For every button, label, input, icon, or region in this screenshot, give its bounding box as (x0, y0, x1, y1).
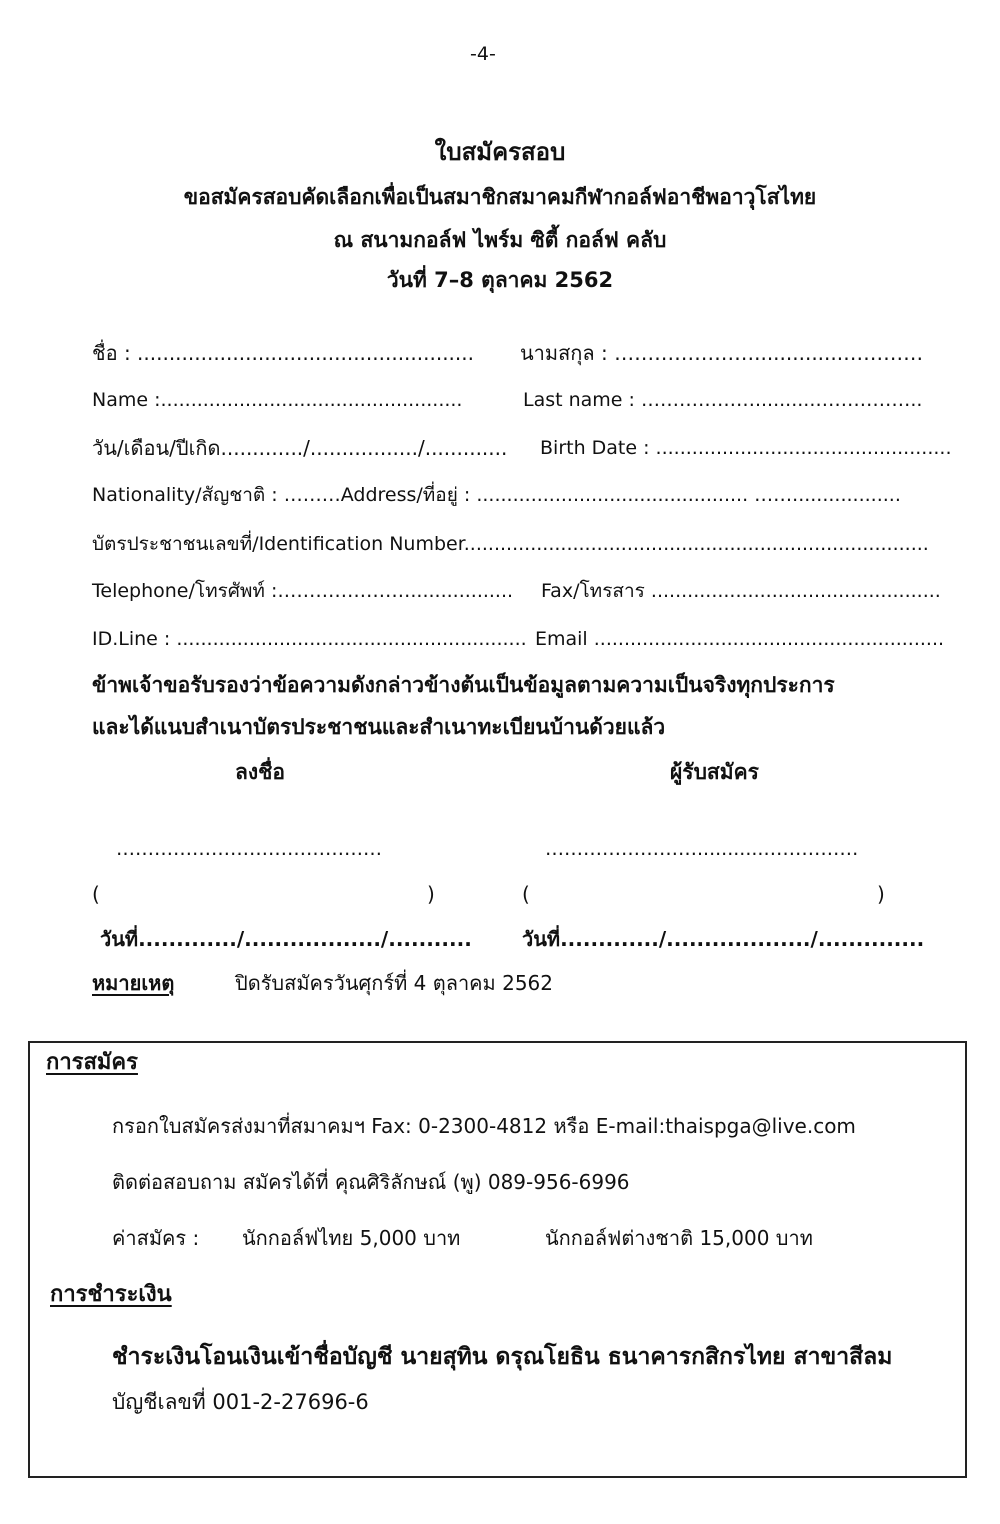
applicant-name-close-paren: ) (427, 882, 435, 906)
application-contact-line: ติดต่อสอบถาม สมัครได้ที่ คุณศิริลักษณ์ (พู) 089-956-6996 (112, 1170, 630, 1194)
receiver-date-field[interactable]: วันที่............./.................../.............. (522, 927, 925, 951)
id-number-field[interactable]: บัตรประชาชนเลขที่/Identification Number............................................................................. (92, 533, 929, 555)
form-title: ใบสมัครสอบ (434, 138, 566, 166)
receiver-name-close-paren: ) (877, 882, 885, 906)
birth-date-th-field[interactable]: วัน/เดือน/ปีเกิด............./................./............. (92, 436, 508, 460)
application-fee-foreign: นักกอล์ฟต่างชาติ 15,000 บาท (545, 1226, 813, 1250)
payment-heading: การชำระเงิน (50, 1282, 172, 1307)
payment-line-1: ชำระเงินโอนเงินเข้าชื่อบัญชี นายสุทิน ดรุณโยธิน ธนาคารกสิกรไทย สาขาสีลม (112, 1344, 893, 1370)
form-subtitle: ขอสมัครสอบคัดเลือกเพื่อเป็นสมาชิกสมาคมกีฬากอล์ฟอาชีพอาวุโสไทย (183, 185, 817, 209)
applicant-signature-label: ลงชื่อ (235, 760, 285, 784)
application-send-line: กรอกใบสมัครส่งมาที่สมาคมฯ Fax: 0-2300-4812 หรือ E-mail:thaispga@live.com (112, 1114, 856, 1138)
receiver-name-open-paren: ( (522, 882, 530, 906)
exam-date: วันที่ 7–8 ตุลาคม 2562 (386, 268, 614, 292)
payment-line-2: บัญชีเลขที่ 001-2-27696-6 (112, 1390, 369, 1414)
applicant-name-open-paren: ( (92, 882, 100, 906)
applicant-signature-line[interactable]: …………………………………… (116, 838, 382, 860)
page-number: -4- (470, 43, 496, 65)
declaration-line-2: และได้แนบสำเนาบัตรประชาชนและสำเนาทะเบียนบ้านด้วยแล้ว (92, 715, 666, 739)
telephone-field[interactable]: Telephone/โทรศัพท์ :…………………................. (92, 580, 514, 602)
line-id-field[interactable]: ID.Line : .......................................................... (92, 628, 527, 650)
note-label: หมายเหตุ (92, 971, 175, 995)
last-name-en-field[interactable]: Last name : ………………..........…………….. (523, 389, 923, 411)
declaration-line-1: ข้าพเจ้าขอรับรองว่าข้อความดังกล่าวข้างต้นเป็นข้อมูลตามความเป็นจริงทุกประการ (92, 673, 835, 697)
applicant-date-field[interactable]: วันที่............./................../........... (100, 927, 472, 951)
fax-field[interactable]: Fax/โทรสาร ................................................ (541, 580, 941, 602)
exam-venue: ณ สนามกอล์ฟ ไพร์ม ซิตี้ กอล์ฟ คลับ (333, 228, 667, 252)
receiver-signature-line[interactable]: ……………………...........…………… (545, 838, 859, 860)
nationality-address-field[interactable]: Nationality/สัญชาติ : ………Address/ที่อยู่ : ............................................. …….................. (92, 484, 901, 506)
application-fee-label: ค่าสมัคร : (112, 1226, 200, 1250)
application-heading: การสมัคร (46, 1050, 138, 1075)
last-name-th-field[interactable]: นามสกุล : …………………..............………… (520, 341, 924, 365)
first-name-en-field[interactable]: Name :.................................................. (92, 389, 463, 411)
receiver-signature-label: ผู้รับสมัคร (670, 760, 759, 784)
note-text: ปิดรับสมัครวันศุกร์ที่ 4 ตุลาคม 2562 (235, 971, 553, 995)
first-name-th-field[interactable]: ชื่อ : ..................................................... (92, 341, 474, 365)
application-fee-thai: นักกอล์ฟไทย 5,000 บาท (242, 1226, 461, 1250)
email-field[interactable]: Email .......................................................... (535, 628, 945, 650)
birth-date-en-field[interactable]: Birth Date : ................................................. (540, 437, 952, 459)
